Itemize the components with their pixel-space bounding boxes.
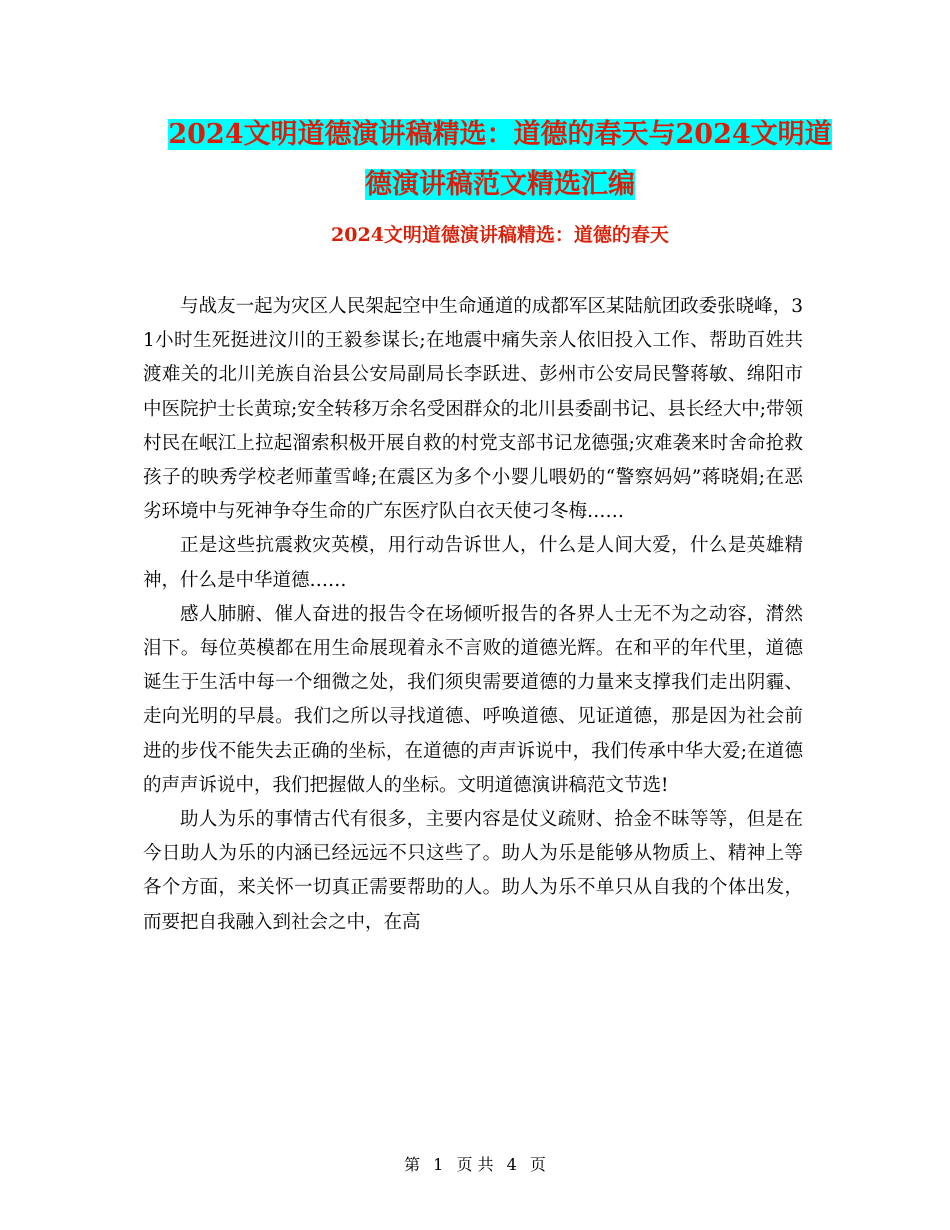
page-footer <box>0 1153 950 1177</box>
page-prefix: 第 <box>404 1155 421 1174</box>
document-title-line-1: 2024文明道德演讲稿精选：道德的春天与2024文明道 <box>168 119 832 150</box>
document-body <box>143 290 803 940</box>
page-total-number: 4 <box>506 1155 517 1174</box>
document-title <box>100 110 900 210</box>
paragraph-4: 助人为乐的事情古代有很多，主要内容是仗义疏财、拾金不昧等等，但是在今日助人为乐的内涵已经远远不只这些了。助人为乐是能够从物质上、精神上等各个方面，来关怀一切真正需要帮助的人。助人为乐不单只从自我的个体出发，而要把自我融入到社会之中，在高 <box>143 809 803 933</box>
paragraph-2: 正是这些抗震救灾英模，用行动告诉世人，什么是人间大爱，什么是英雄精神，什么是中华道德…… <box>143 535 803 591</box>
paragraph-3: 感人肺腑、催人奋进的报告令在场倾听报告的各界人士无不为之动容，潸然泪下。每位英模都在用生命展现着永不言败的道德光辉。在和平的年代里，道德诞生于生活中每一个细微之处，我们须臾需要道德的力量来支撑我们走出阴霾、走向光明的早晨。我们之所以寻找道德、呼唤道德、见证道德，那是因为社会前进的步伐不能失去正确的坐标，在道德的声声诉说中，我们传承中华大爱;在道德的声声诉说中，我们把握做人的坐标。文明道德演讲稿范文节选! <box>143 603 803 796</box>
section-title: 2024文明道德演讲稿精选：道德的春天 <box>331 224 669 246</box>
paragraph-1: 与战友一起为灾区人民架起空中生命通道的成都军区某陆航团政委张晓峰，31小时生死挺进汶川的王毅参谋长;在地震中痛失亲人依旧投入工作、帮助百姓共渡难关的北川羌族自治县公安局副局长李跃进、彭州市公安局民警蒋敏、绵阳市中医院护士长黄琼;安全转移万余名受困群众的北川县委副书记、县长经大中;带领村民在岷江上拉起溜索积极开展自救的村党支部书记龙德强;灾难袭来时舍命抢救孩子的映秀学校老师董雪峰;在震区为多个小婴儿喂奶的“警察妈妈”蒋晓娟;在恶劣环境中与死神争夺生命的广东医疗队白衣天使刁冬梅…… <box>143 296 803 523</box>
page-current-number: 1 <box>433 1155 444 1174</box>
page-suffix: 页 <box>529 1155 546 1174</box>
document-title-line-2: 德演讲稿范文精选汇编 <box>365 169 635 200</box>
page-mid-text: 页 共 <box>456 1155 494 1174</box>
